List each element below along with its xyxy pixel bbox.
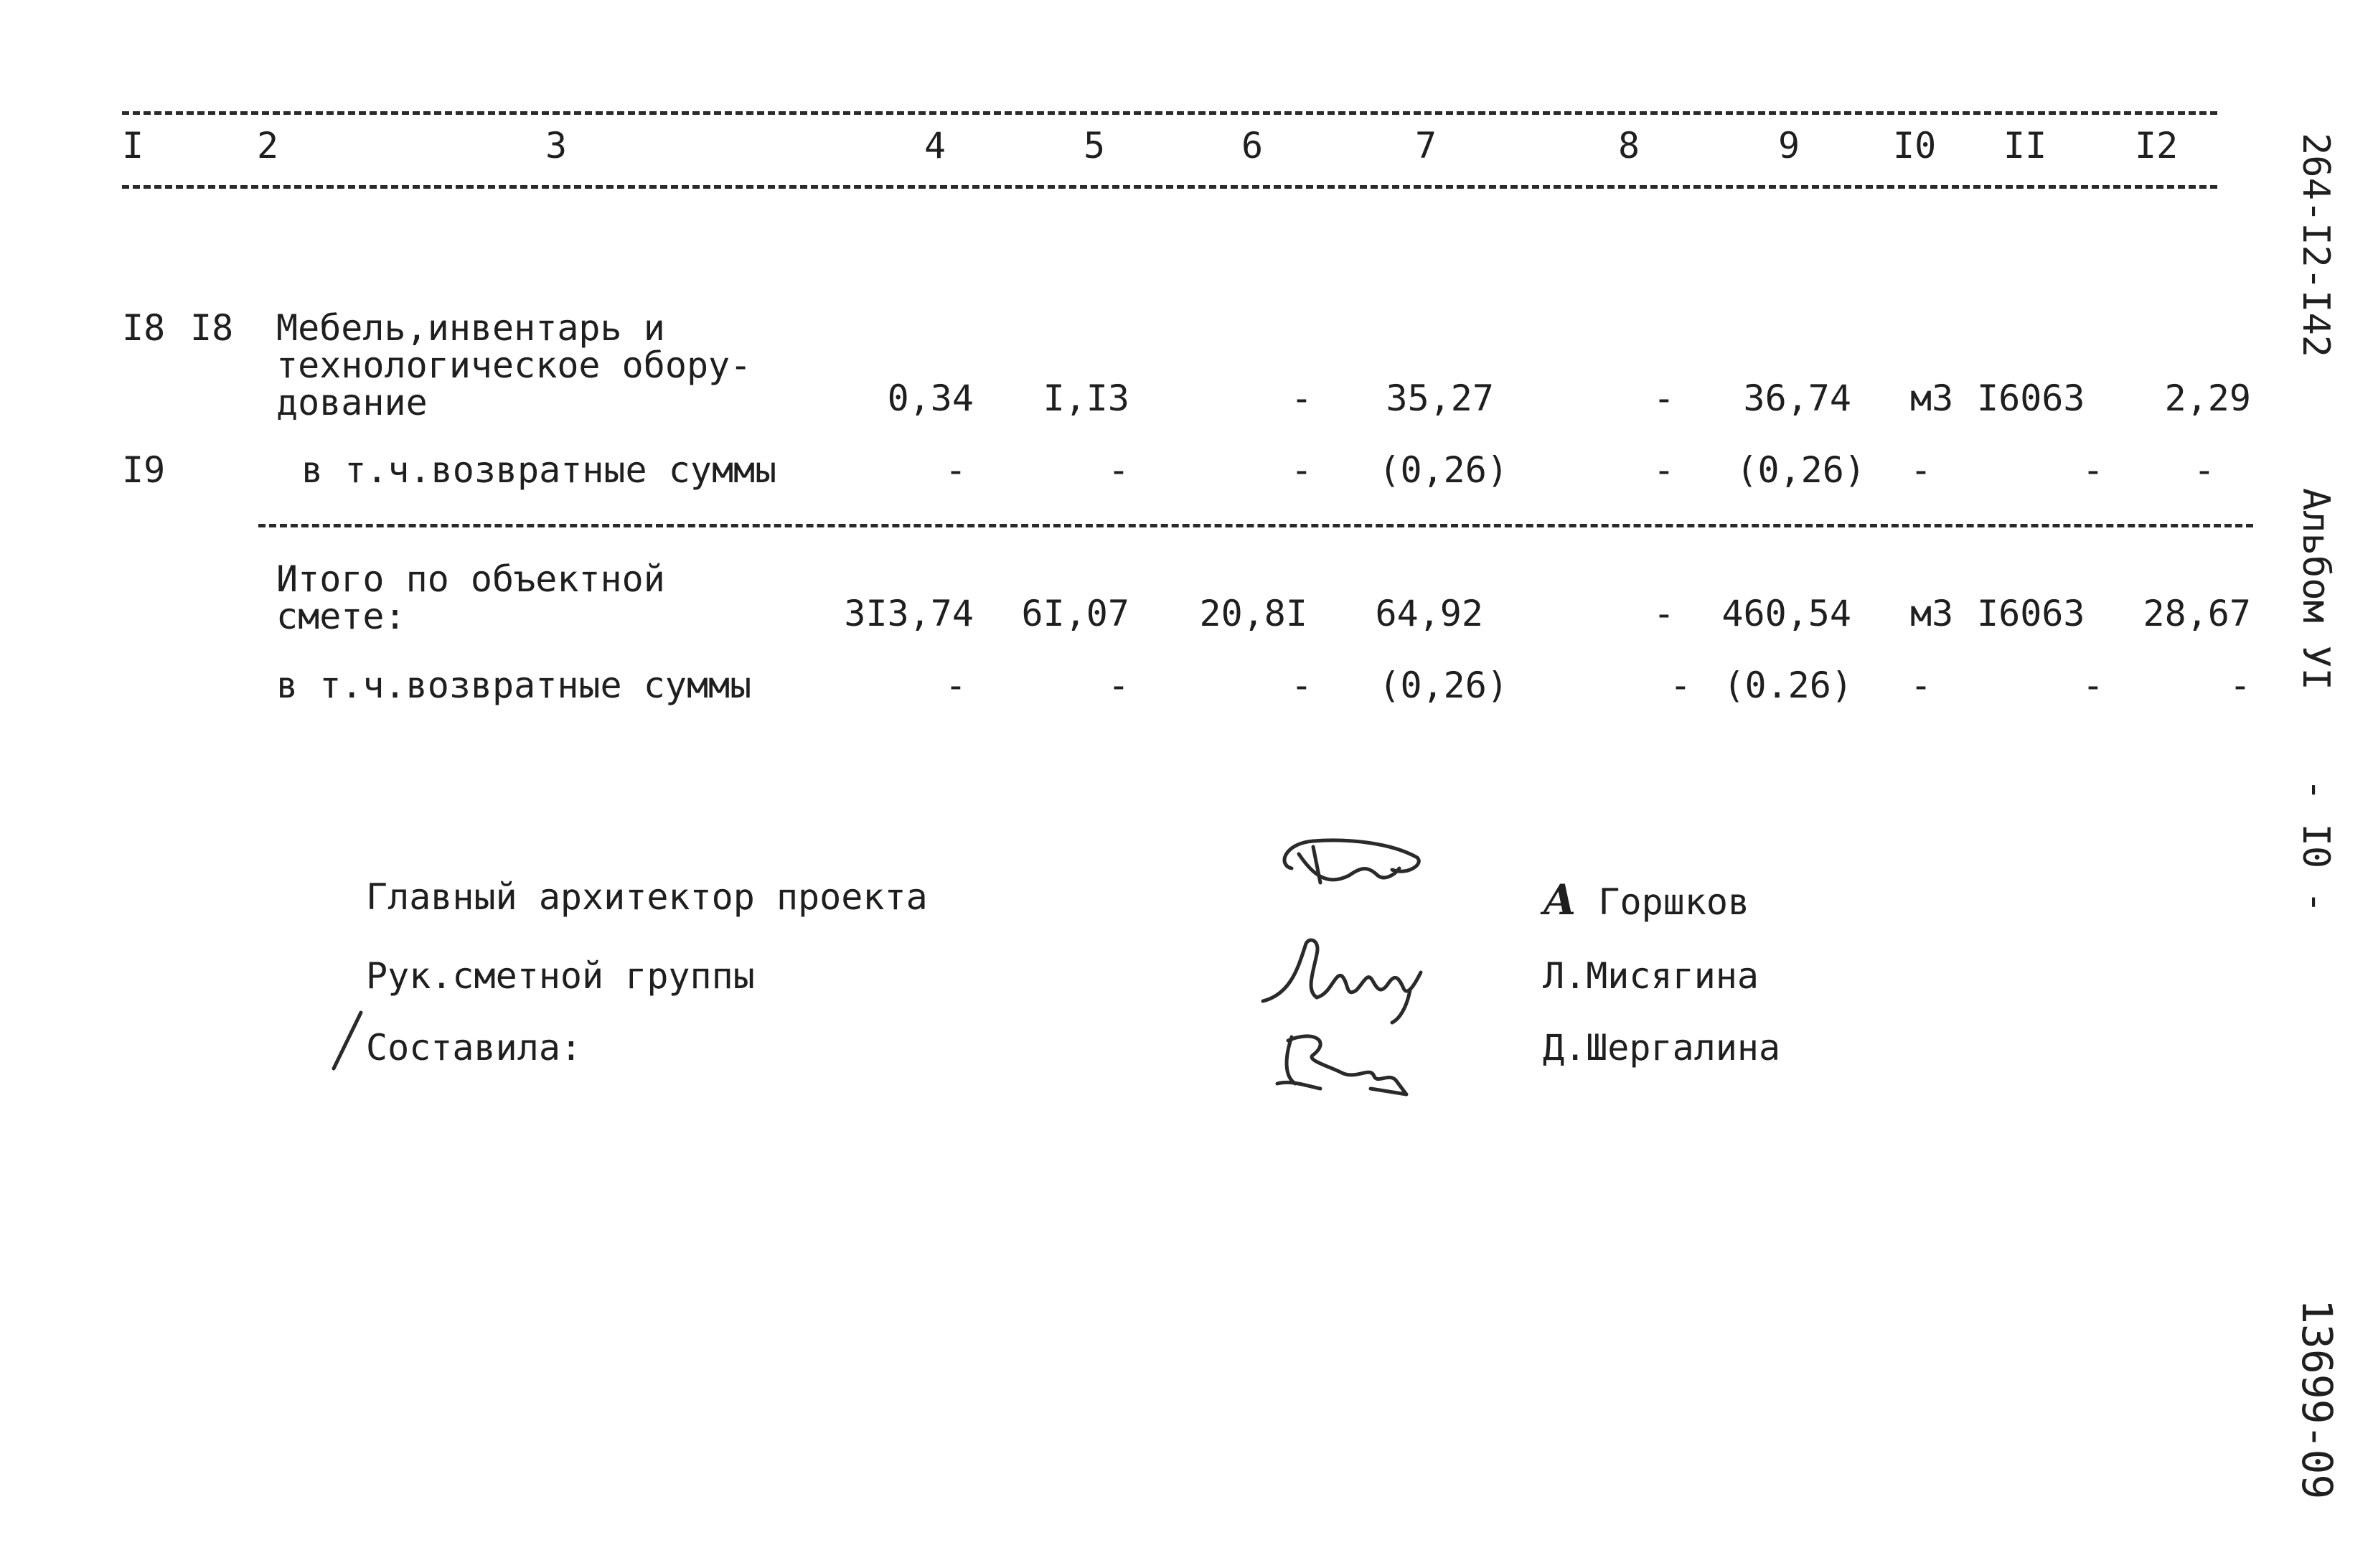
total-label-line-2: смете:: [276, 596, 406, 637]
total-incl-col9: (0.26): [1723, 665, 1853, 706]
cell-col4: 0,34: [887, 377, 974, 419]
cell-col11: I6063: [1977, 377, 2085, 419]
total-incl-col8: -: [1669, 665, 1691, 706]
total-col10: м3: [1910, 593, 1954, 634]
total-col12: 28,67: [2143, 593, 2251, 634]
total-col4: 3I3,74: [844, 593, 974, 634]
column-header-6: 6: [1241, 125, 1264, 166]
row-description-line-1: Мебель,инвентарь и: [276, 307, 665, 349]
total-label-line-1: Итого по объектной: [276, 558, 665, 600]
cell-col5: I,I3: [1043, 377, 1129, 419]
row-number-col2: I8: [190, 307, 234, 349]
signature-name-chief-architect: [1543, 875, 1750, 924]
row-description: в т.ч.возвратные суммы: [301, 449, 777, 491]
row-description-line-3: дование: [276, 382, 428, 423]
cell-col9: 36,74: [1743, 377, 1851, 419]
column-header-7: 7: [1415, 125, 1437, 166]
handwritten-signature-2: [1249, 922, 1435, 1030]
total-col11: I6063: [1977, 593, 2085, 634]
column-header-3: 3: [545, 125, 568, 166]
header-top-rule: [122, 111, 2217, 115]
total-col6: 20,8I: [1199, 593, 1307, 634]
column-header-11: II: [2003, 125, 2047, 166]
row-description-line-2: технологическое обору-: [276, 344, 752, 386]
cell-col12: -: [2193, 449, 2215, 491]
column-header-10: I0: [1893, 125, 1937, 166]
row-number-col1: I9: [122, 449, 166, 491]
handwritten-signature-3: [1263, 1023, 1428, 1102]
total-incl-col11: -: [2082, 665, 2104, 706]
margin-document-code: 264-I2-I42: [2294, 133, 2337, 358]
cell-col7: (0,26): [1378, 449, 1508, 491]
cell-col6: -: [1290, 377, 1312, 419]
total-divider-rule: [258, 524, 2253, 527]
cell-col6: -: [1290, 449, 1312, 491]
signature-name-estimate-group-head: Л.Мисягина: [1543, 955, 1759, 997]
column-header-12: I2: [2135, 125, 2179, 166]
cell-col7: 35,27: [1386, 377, 1494, 419]
signature-name-compiled-by: Д.Шергалина: [1543, 1027, 1781, 1069]
signature-initial: А: [1543, 875, 1577, 924]
cell-col5: -: [1107, 449, 1129, 491]
cell-col10: м3: [1910, 377, 1954, 419]
cell-col8: -: [1653, 449, 1675, 491]
signature-name-text: Горшков: [1598, 881, 1750, 923]
cell-col12: 2,29: [2164, 377, 2251, 419]
total-incl-col12: -: [2229, 665, 2251, 706]
total-col7: 64,92: [1375, 593, 1483, 634]
column-header-5: 5: [1084, 125, 1106, 166]
margin-doc-number: 13699-09: [2293, 1299, 2341, 1500]
cell-col11: -: [2082, 449, 2104, 491]
column-header-9: 9: [1778, 125, 1800, 166]
header-bottom-rule: [122, 185, 2217, 189]
total-incl-col6: -: [1290, 665, 1312, 706]
column-header-4: 4: [924, 125, 946, 166]
total-col8: -: [1653, 593, 1675, 634]
total-incl-label: в т.ч.возвратные суммы: [276, 665, 752, 706]
total-incl-col7: (0,26): [1378, 665, 1508, 706]
cell-col10: -: [1910, 449, 1932, 491]
column-header-1: I: [122, 125, 144, 166]
total-incl-col4: -: [944, 665, 967, 706]
row-number-col1: I8: [122, 307, 166, 349]
signature-role-estimate-group-head: Рук.сметной группы: [366, 955, 755, 997]
cell-col8: -: [1653, 377, 1675, 419]
total-col5: 6I,07: [1021, 593, 1129, 634]
margin-check-mark: [326, 1008, 370, 1073]
signature-role-compiled-by: Составила:: [366, 1027, 583, 1069]
margin-album-label: Альбом УI: [2294, 488, 2337, 690]
total-col9: 460,54: [1721, 593, 1851, 634]
signature-role-chief-architect: Главный архитектор проекта: [366, 876, 928, 918]
column-header-8: 8: [1618, 125, 1640, 166]
column-header-2: 2: [257, 125, 279, 166]
margin-page-number: - I0 -: [2294, 779, 2337, 914]
cell-col4: -: [944, 449, 967, 491]
handwritten-signature-1: [1270, 825, 1435, 904]
cell-col9: (0,26): [1736, 449, 1866, 491]
total-incl-col5: -: [1107, 665, 1129, 706]
total-incl-col10: -: [1910, 665, 1932, 706]
